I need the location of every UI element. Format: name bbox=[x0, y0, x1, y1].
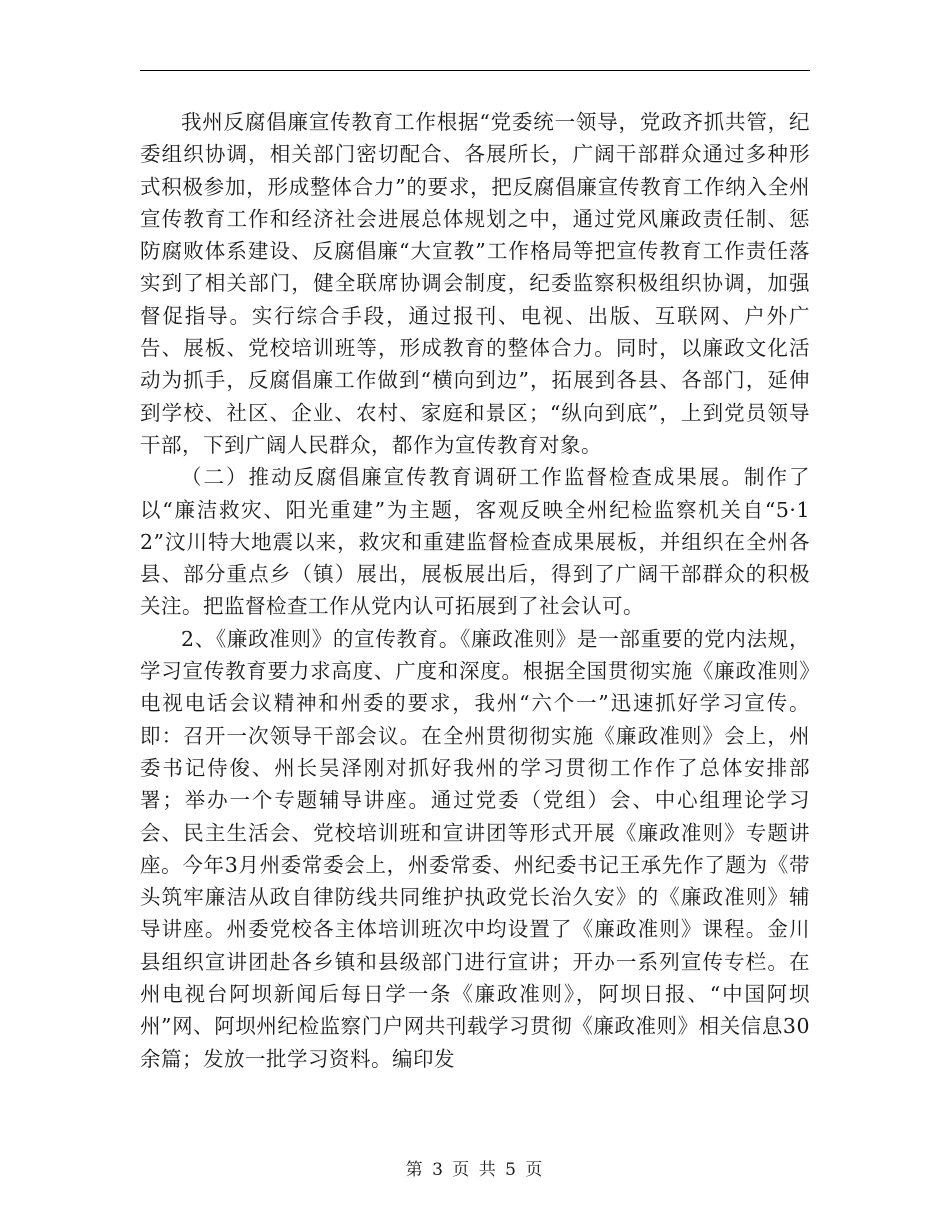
document-body bbox=[140, 106, 810, 1075]
page-footer: 第 3 页 共 5 页 bbox=[405, 1160, 545, 1180]
paragraph-1: 我州反腐倡廉宣传教育工作根据“党委统一领导，党政齐抓共管，纪委组织协调，相关部门密切配合、各展所长，广阔干部群众通过多种形式积极参加，形成整体合力”的要求，把反腐倡廉宣传教育工作纳入全州宣传教育工作和经济社会进展总体规划之中，通过党风廉政责任制、惩防腐败体系建设、反腐倡廉“大宣教”工作格局等把宣传教育工作责任落实到了相关部门，健全联席协调会制度，纪委监察积极组织协调，加强督促指导。实行综合手段，通过报刊、电视、出版、互联网、户外广告、展板、党校培训班等，形成教育的整体合力。同时，以廉政文化活动为抓手，反腐倡廉工作做到“横向到边”，拓展到各县、各部门，延伸到学校、社区、企业、农村、家庭和景区；“纵向到底”，上到党员领导干部，下到广阔人民群众，都作为宣传教育对象。 bbox=[140, 110, 810, 457]
header-rule bbox=[140, 70, 810, 71]
paragraph-2: （二）推动反腐倡廉宣传教育调研工作监督检查成果展。制作了以“廉洁救灾、阳光重建”为主题，客观反映全州纪检监察机关自“5·12”汶川特大地震以来，救灾和重建监督检查成果展板，并组织在全州各县、部分重点乡（镇）展出，展板展出后，得到了广阔干部群众的积极关注。把监督检查工作从党内认可拓展到了社会认可。 bbox=[140, 465, 810, 619]
paragraph-3: 2、《廉政准则》的宣传教育。《廉政准则》是一部重要的党内法规，学习宣传教育要力求高度、广度和深度。根据全国贯彻实施《廉政准则》电视电话会议精神和州委的要求，我州“六个一”迅速抓好学习宣传。即：召开一次领导干部会议。在全州贯彻彻实施《廉政准则》会上，州委书记侍俊、州长吴泽刚对抓好我州的学习贯彻工作作了总体安排部署；举办一个专题辅导讲座。通过党委（党组）会、中心组理论学习会、民主生活会、党校培训班和宣讲团等形式开展《廉政准则》专题讲座。今年3月州委常委会上，州委常委、州纪委书记王承先作了题为《带头筑牢廉洁从政自律防线共同维护执政党长治久安》的《廉政准则》辅导讲座。州委党校各主体培训班次中均设置了《廉政准则》课程。金川县组织宣讲团赴各乡镇和县级部门进行宣讲；开办一系列宣传专栏。在州电视台阿坝新闻后每日学一条《廉政准则》，阿坝日报、“中国阿坝州”网、阿坝州纪检监察门户网共刊载学习贯彻《廉政准则》相关信息30余篇；发放一批学习资料。编印发 bbox=[140, 626, 810, 1071]
